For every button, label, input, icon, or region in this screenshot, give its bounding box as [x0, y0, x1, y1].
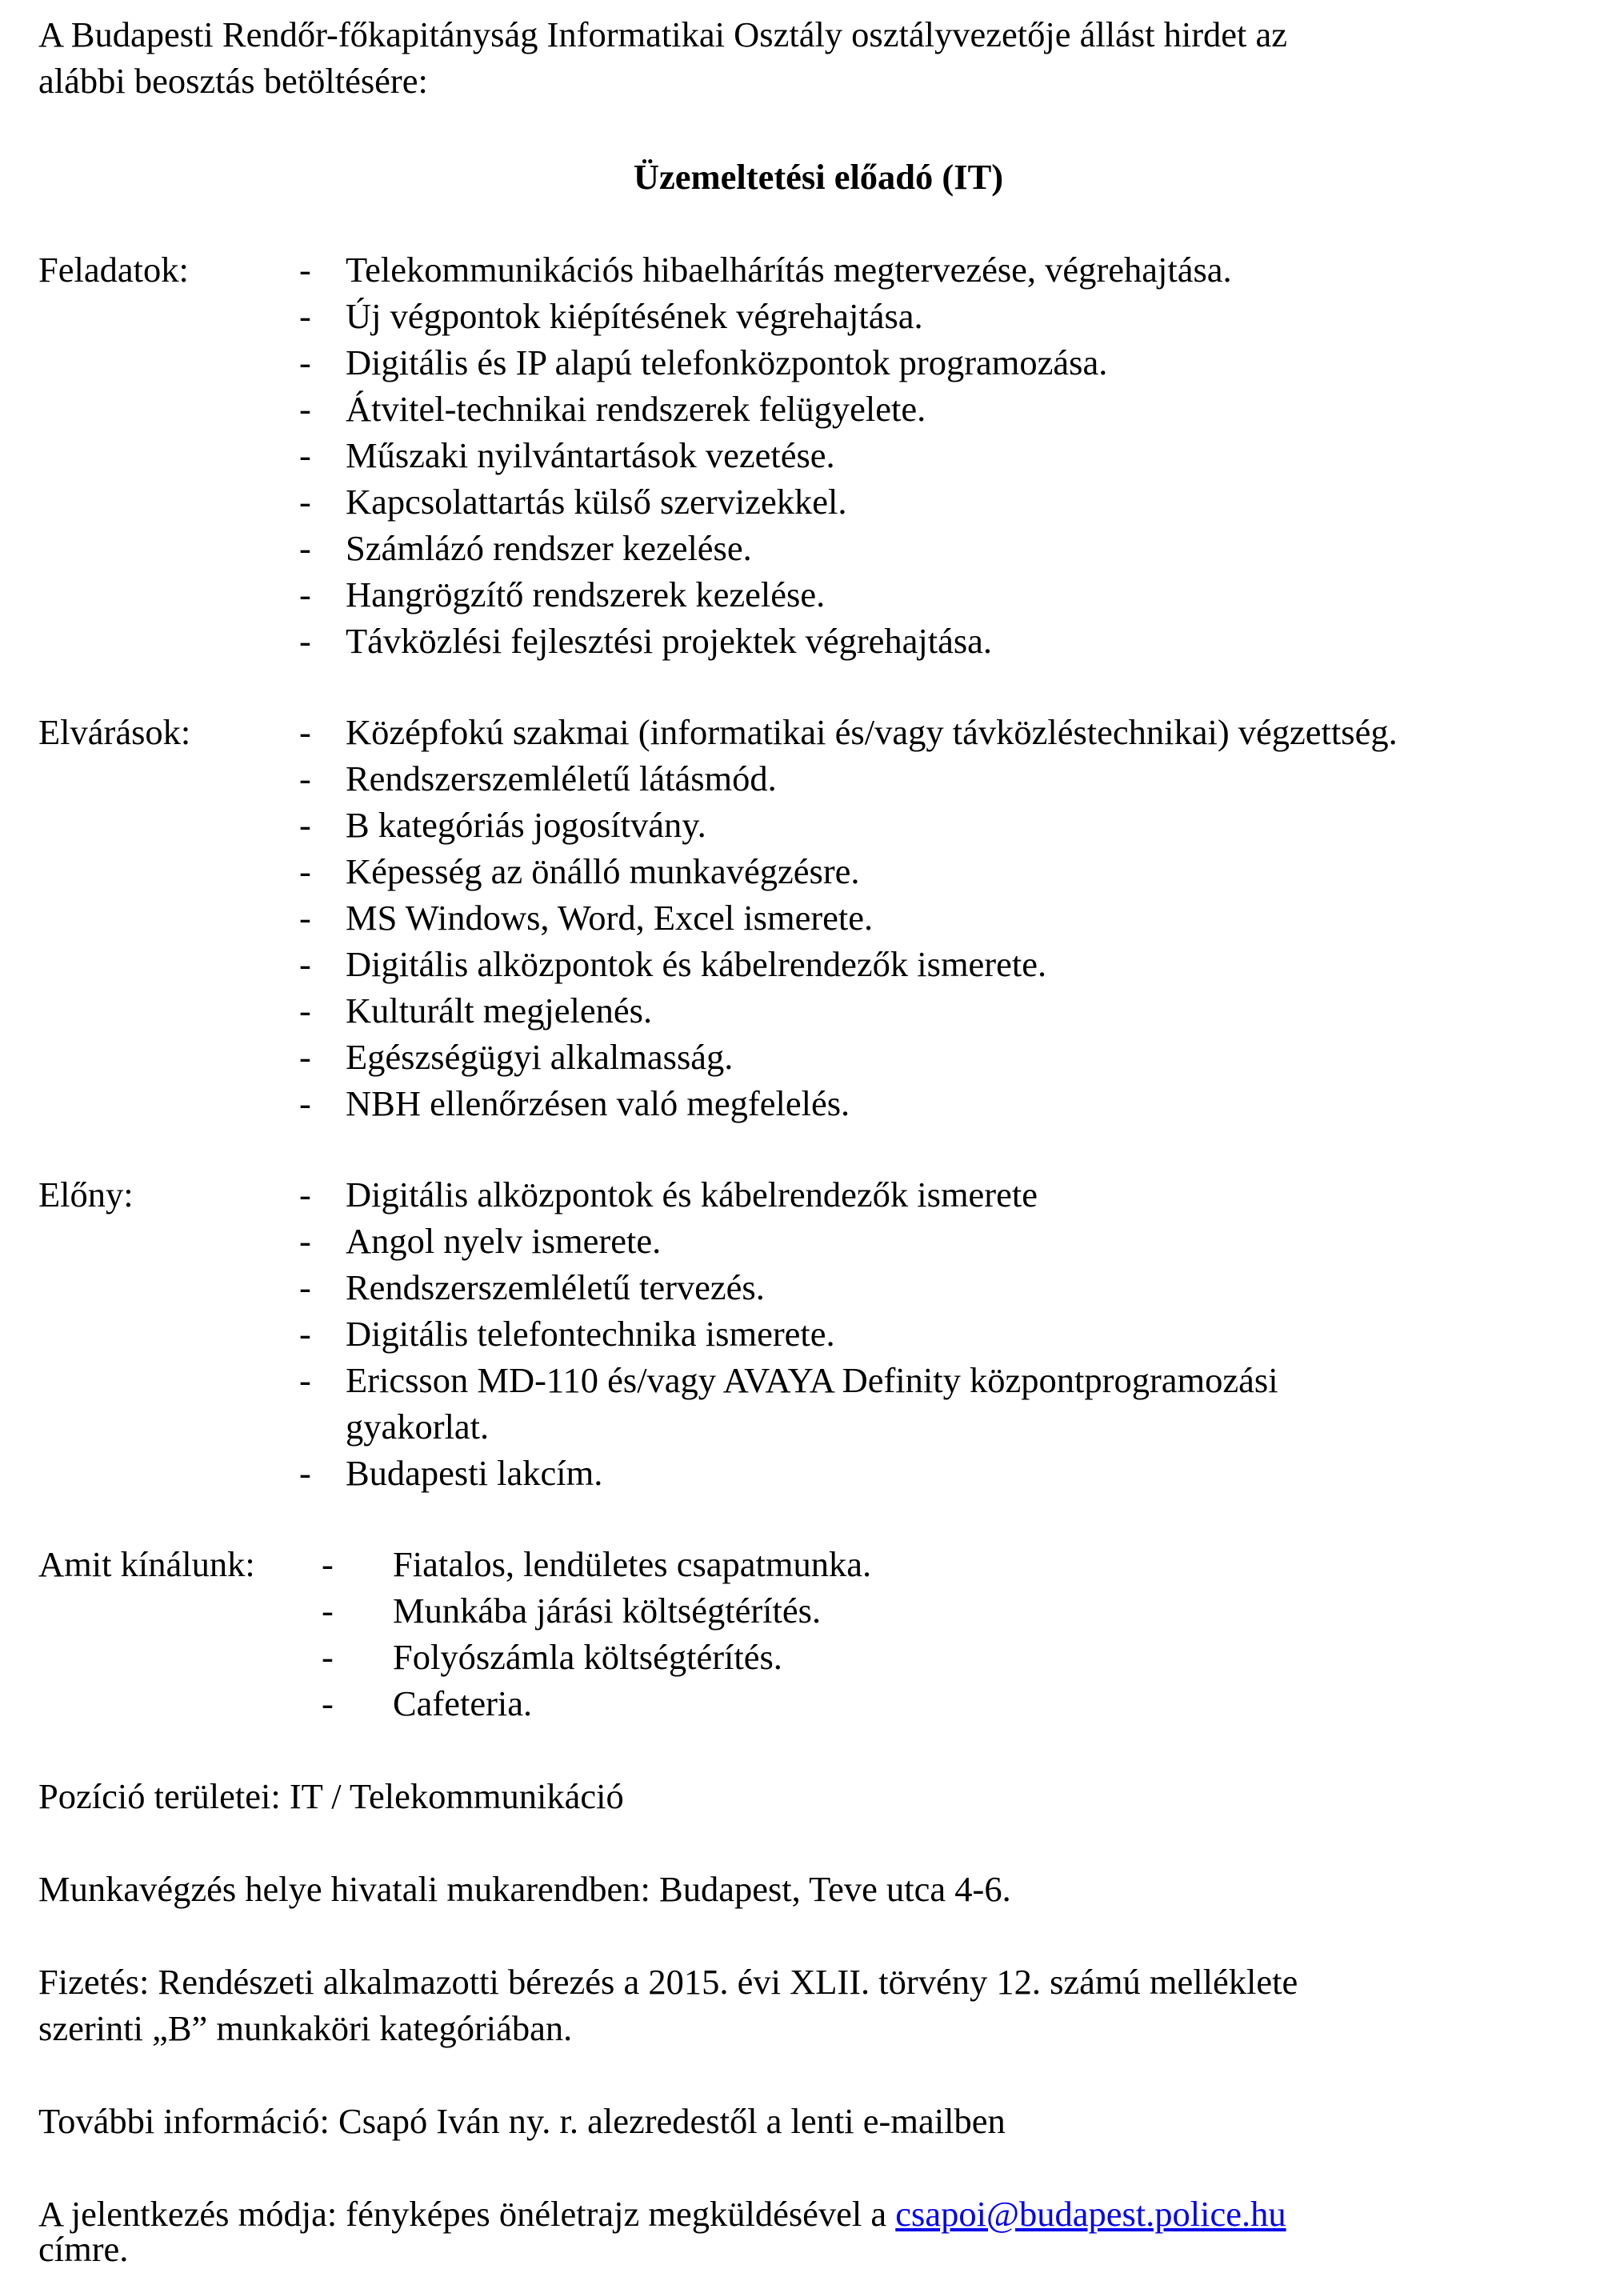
list-item: Digitális alközpontok és kábelrendezők ismerete	[346, 1175, 1038, 1215]
list-dash: -	[299, 1221, 311, 1261]
list-item: Munkába járási költségtérítés.	[393, 1591, 822, 1631]
list-dash: -	[299, 1453, 311, 1493]
list-item: Műszaki nyilvántartások vezetése.	[346, 435, 835, 475]
list-item: Digitális telefontechnika ismerete.	[346, 1314, 835, 1354]
list-dash: -	[322, 1591, 334, 1631]
list-dash: -	[299, 250, 311, 290]
list-dash: -	[322, 1683, 334, 1723]
list-item: Egészségügyi alkalmasság.	[346, 1037, 734, 1077]
jelentkezes-line-1	[38, 2191, 1286, 2237]
list-item: Rendszerszemléletű tervezés.	[346, 1267, 765, 1307]
section-label-kinalunk: Amit kínálunk:	[38, 1544, 255, 1584]
list-item: Cafeteria.	[393, 1683, 533, 1723]
jelentkezes-prefix: A jelentkezés módja: fényképes önéletrajz megküldésével a	[38, 2194, 896, 2234]
list-item: Digitális alközpontok és kábelrendezők ismerete.	[346, 944, 1047, 984]
list-dash: -	[299, 1267, 311, 1307]
list-dash: -	[299, 712, 311, 752]
list-dash: -	[322, 1637, 334, 1677]
list-dash: -	[299, 1037, 311, 1077]
intro-line-2: alábbi beosztás betöltésére:	[38, 61, 428, 101]
list-item: Távközlési fejlesztési projektek végrehajtása.	[346, 621, 993, 661]
list-dash: -	[299, 435, 311, 475]
list-dash: -	[322, 1544, 334, 1584]
list-dash: -	[299, 1314, 311, 1354]
list-dash: -	[299, 1360, 311, 1400]
tovabbi-line: További információ: Csapó Iván ny. r. alezredestől a lenti e-mailben	[38, 2101, 1006, 2141]
list-dash: -	[299, 805, 311, 845]
list-item: Ericsson MD-110 és/vagy AVAYA Definity központprogramozási	[346, 1360, 1278, 1400]
list-dash: -	[299, 528, 311, 568]
list-dash: -	[299, 851, 311, 891]
section-label-elony: Előny:	[38, 1175, 134, 1215]
list-dash: -	[299, 898, 311, 938]
list-item: Angol nyelv ismerete.	[346, 1221, 662, 1261]
list-dash: -	[299, 944, 311, 984]
list-item: Telekommunikációs hibaelhárítás megtervezése, végrehajtása.	[346, 250, 1232, 290]
list-item: Számlázó rendszer kezelése.	[346, 528, 752, 568]
list-dash: -	[299, 1083, 311, 1123]
job-title: Üzemeltetési előadó (IT)	[633, 157, 1004, 197]
list-item: Folyószámla költségtérítés.	[393, 1637, 782, 1677]
section-label-elvarasok: Elvárások:	[38, 712, 191, 752]
list-item: Budapesti lakcím.	[346, 1453, 603, 1493]
list-item: Digitális és IP alapú telefonközpontok programozása.	[346, 342, 1108, 382]
jelentkezes-line-2: címre.	[38, 2229, 129, 2269]
intro-line-1: A Budapesti Rendőr-főkapitányság Informatikai Osztály osztályvezetője állást hirdet az	[38, 14, 1288, 54]
list-item: MS Windows, Word, Excel ismerete.	[346, 898, 874, 938]
list-item: NBH ellenőrzésen való megfelelés.	[346, 1083, 850, 1123]
list-dash: -	[299, 296, 311, 336]
list-item: Kulturált megjelenés.	[346, 990, 653, 1030]
email-link[interactable]: csapoi@budapest.police.hu	[895, 2194, 1286, 2234]
list-dash: -	[299, 482, 311, 522]
munkavegzes-line: Munkavégzés helye hivatali mukarendben: Budapest, Teve utca 4-6.	[38, 1869, 1011, 1909]
fizetes-line-2: szerinti „B” munkaköri kategóriában.	[38, 2008, 573, 2048]
section-label-feladatok: Feladatok:	[38, 250, 189, 290]
list-dash: -	[299, 990, 311, 1030]
list-item: Hangrögzítő rendszerek kezelése.	[346, 574, 826, 614]
list-item: Kapcsolattartás külső szervizekkel.	[346, 482, 847, 522]
pozicio-line: Pozíció területei: IT / Telekommunikáció	[38, 1776, 624, 1816]
list-item: Középfokú szakmai (informatikai és/vagy távközléstechnikai) végzettség.	[346, 712, 1398, 752]
list-dash: -	[299, 574, 311, 614]
list-item: Rendszerszemléletű látásmód.	[346, 758, 777, 798]
list-item: Átvitel-technikai rendszerek felügyelete.	[346, 389, 926, 429]
list-dash: -	[299, 621, 311, 661]
list-dash: -	[299, 389, 311, 429]
list-item: Képesség az önálló munkavégzésre.	[346, 851, 860, 891]
list-item: Fiatalos, lendületes csapatmunka.	[393, 1544, 872, 1584]
fizetes-line-1: Fizetés: Rendészeti alkalmazotti bérezés a 2015. évi XLII. törvény 12. számú melléklete	[38, 1962, 1298, 2002]
list-item: Új végpontok kiépítésének végrehajtása.	[346, 296, 923, 336]
list-dash: -	[299, 1175, 311, 1215]
list-dash: -	[299, 342, 311, 382]
list-dash: -	[299, 758, 311, 798]
list-item-continuation: gyakorlat.	[346, 1407, 490, 1447]
list-item: B kategóriás jogosítvány.	[346, 805, 706, 845]
